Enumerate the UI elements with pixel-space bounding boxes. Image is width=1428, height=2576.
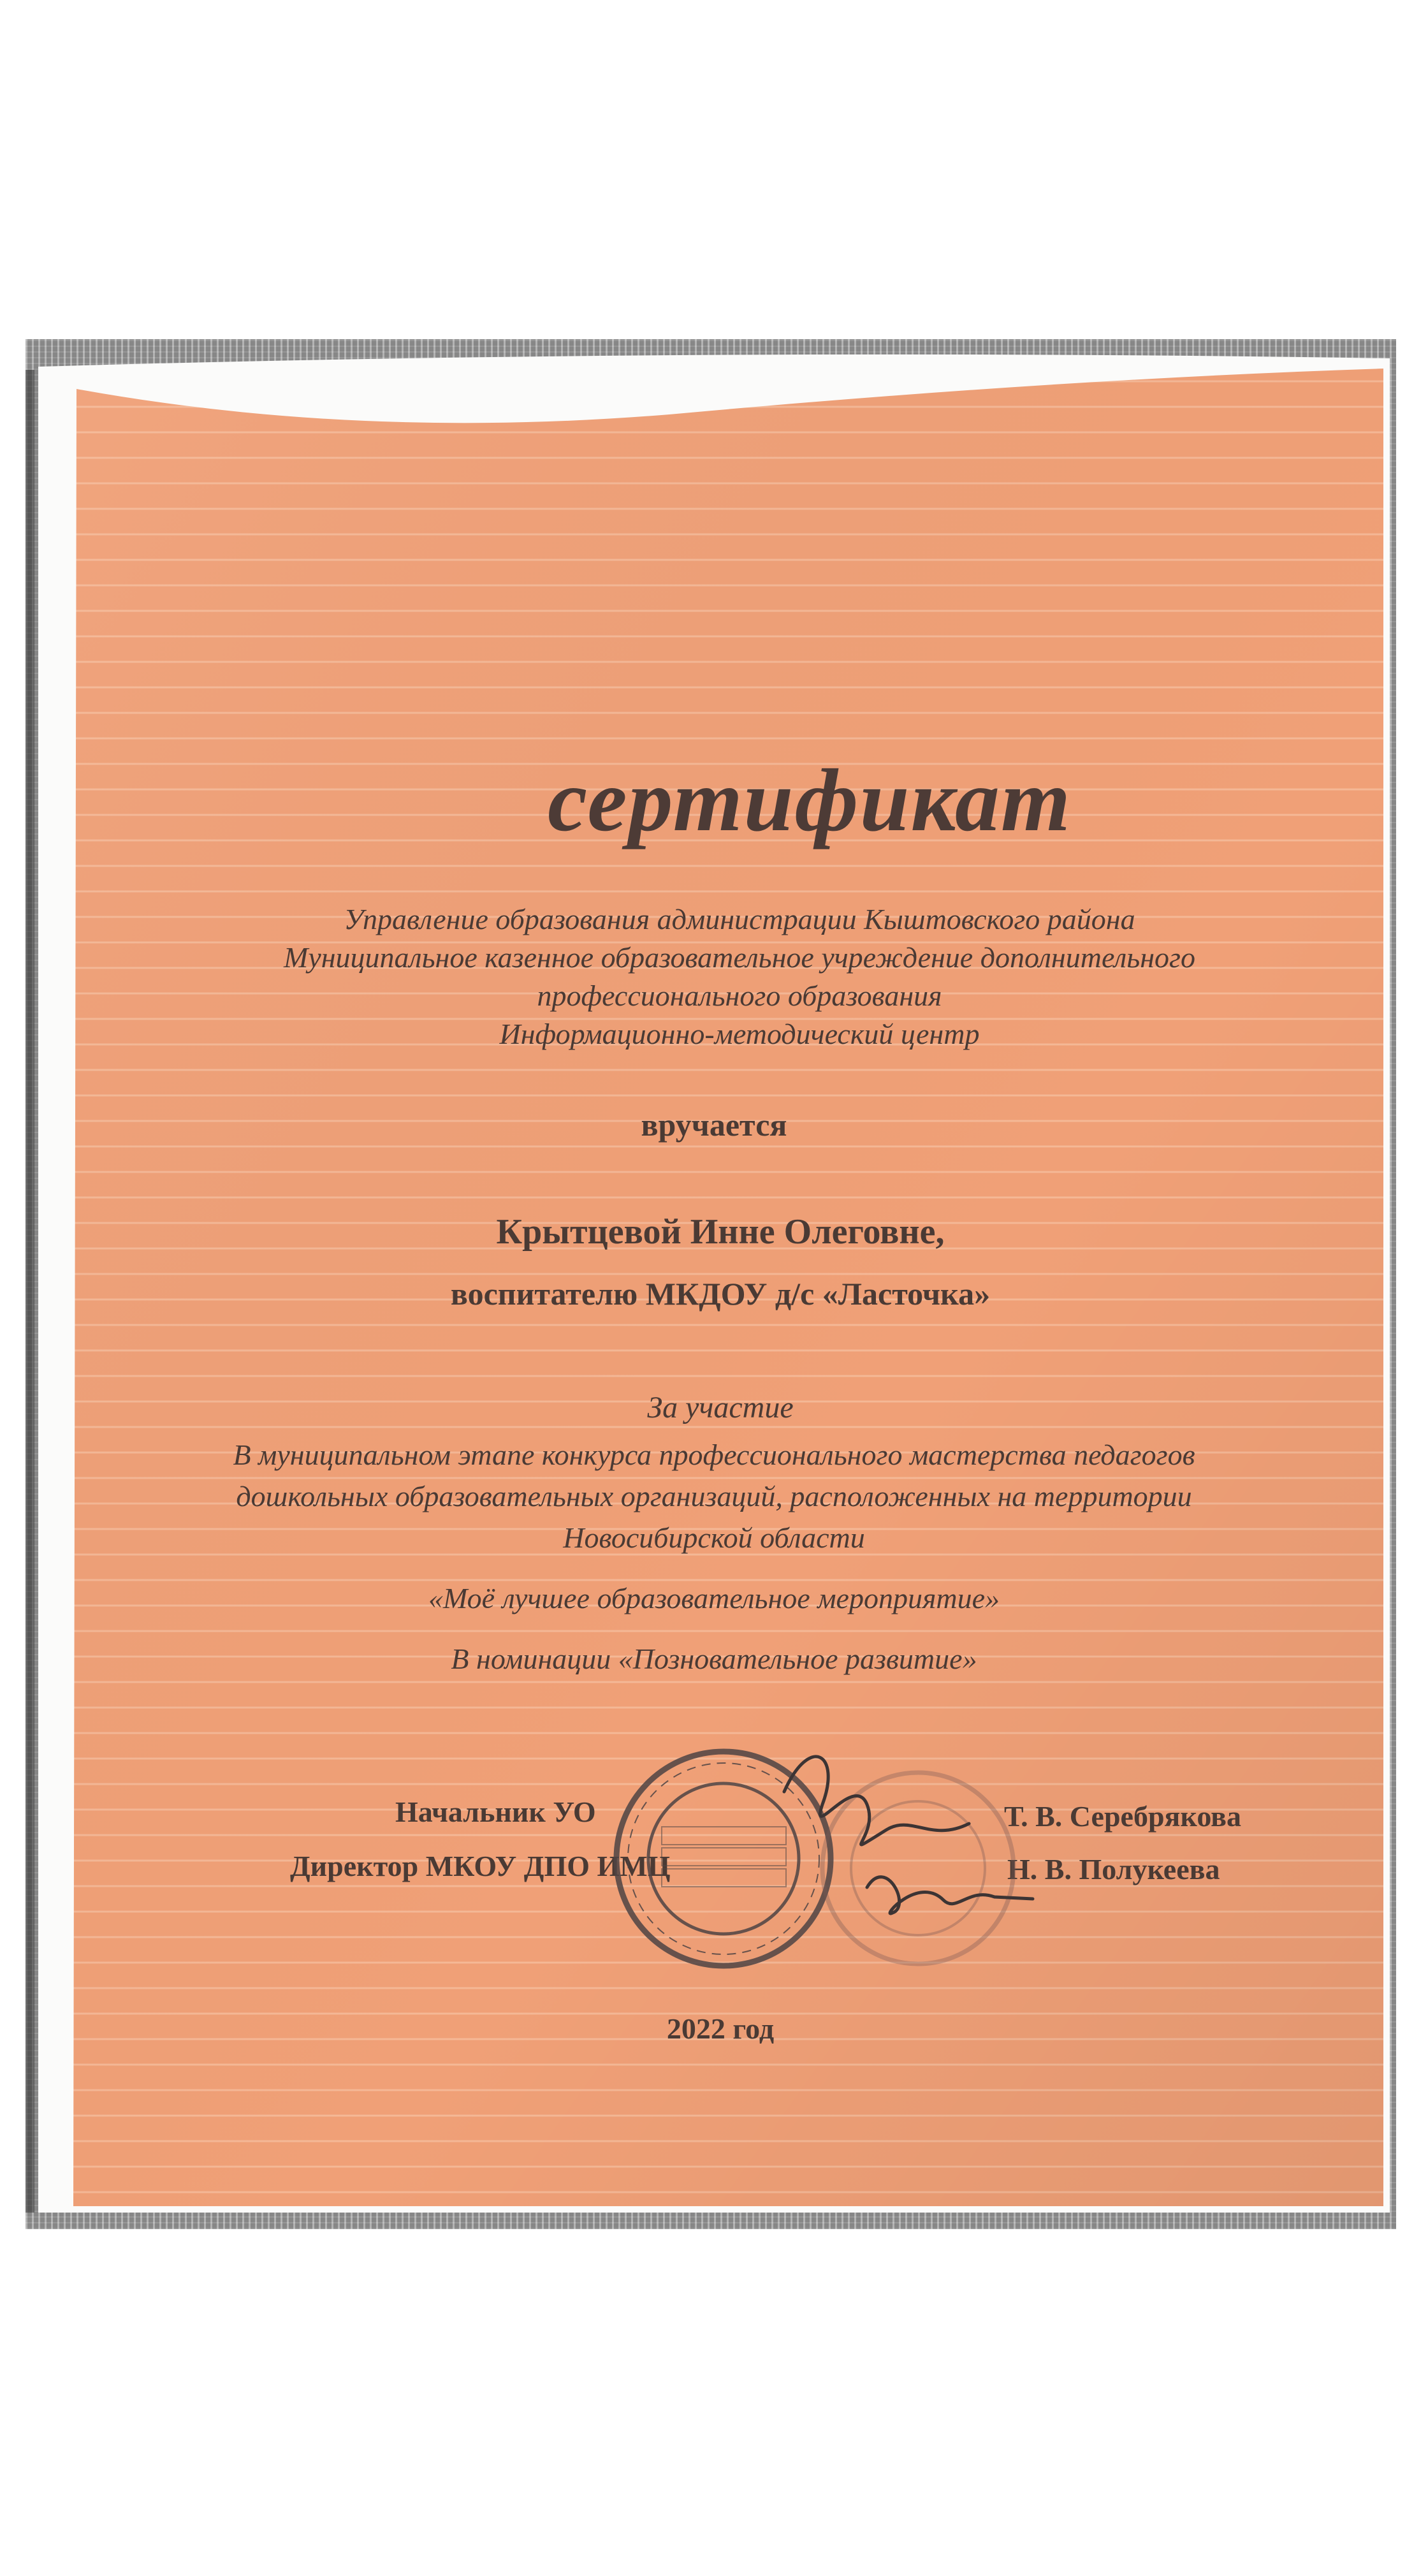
event-title: «Моё лучшее образовательное мероприятие»: [428, 1582, 1000, 1614]
organization-line: Муниципальное казенное образовательное учреждение дополнительного: [284, 941, 1195, 974]
recipient-name: Крытцевой Инне Олеговне,: [496, 1212, 945, 1252]
participation-heading: За участие: [647, 1391, 794, 1424]
organization-line: Управление образования администрации Кыштовского района: [344, 903, 1135, 935]
round-seal-icon: [616, 1752, 831, 1966]
contest-line: В муниципальном этапе конкурса профессионального мастерства педагогов: [233, 1438, 1195, 1471]
recipient-role: воспитателю МКДОУ д/с «Ласточка»: [450, 1276, 991, 1312]
nomination: В номинации «Позновательное развитие»: [451, 1643, 977, 1675]
signatory-name-head: Т. В. Серебрякова: [1004, 1800, 1242, 1833]
signatory-title-head: Начальник УО: [395, 1796, 596, 1828]
faint-seal-icon: [822, 1773, 1014, 1964]
certificate-year: 2022 год: [666, 2012, 775, 2045]
signatory-title-director: Директор МКОУ ДПО ИМЦ: [290, 1850, 671, 1882]
contest-line: дошкольных образовательных организаций, расположенных на территории: [236, 1480, 1192, 1512]
awarded-label: вручается: [641, 1107, 787, 1143]
certificate-title: сертификат: [548, 751, 1072, 850]
contest-line: Новосибирской области: [563, 1521, 865, 1554]
official-seal-stamp: [612, 1696, 1071, 2028]
organization-line: профессионального образования: [537, 979, 942, 1012]
signatory-name-director: Н. В. Полукеева: [1007, 1853, 1220, 1885]
organization-line: Информационно-методический центр: [499, 1018, 980, 1050]
